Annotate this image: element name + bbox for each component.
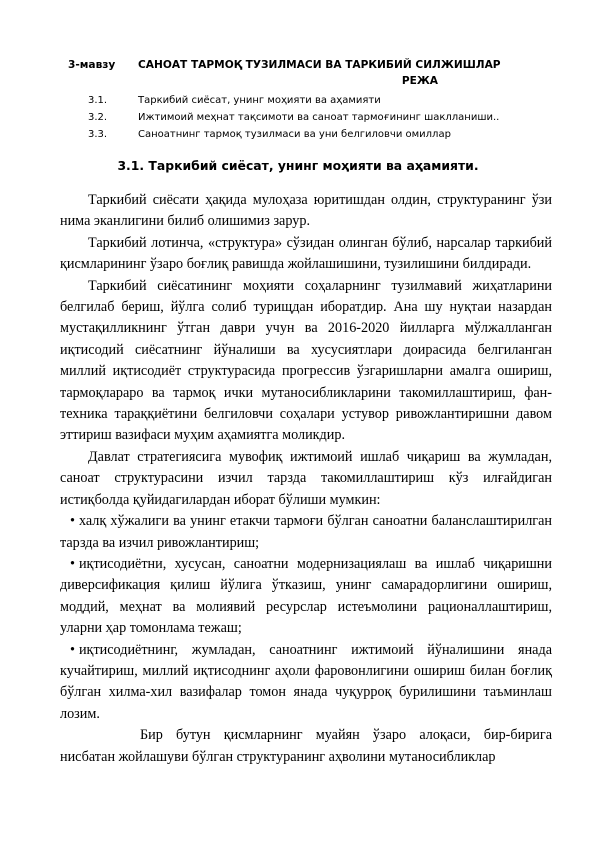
paragraph: Таркибий сиёсати ҳақида мулоҳаза юритишдан олдин, структуранинг ўзи нима эканлигини билиб олишимиз зарур. [60, 192, 552, 230]
bullet-text: иқтисодиётни, хусусан, саноатни модернизациялаш ва ишлаб чиқаришни диверсификация қилиш йўлига ўтказиш, унинг самарадорлигини ошириш, моддий, меҳнат ва молиявий ресурслар истеъмолини рационаллаштириш, уларни ҳар томонлама тежаш; [60, 555, 552, 637]
outline-item [88, 92, 548, 109]
section-heading: 3.1. Таркибий сиёсат, унинг моҳияти ва аҳамияти. [117, 158, 479, 173]
bullet-icon: • [70, 555, 75, 572]
outline-item [88, 126, 548, 143]
topic-label: 3-мавзу [68, 59, 116, 71]
outline-number: 3.1. [88, 95, 108, 106]
bullet-text: халқ хўжалиги ва унинг етакчи тармоғи бўлган саноатни баланслаштирилган тарзда ва изчил ривожлантириш; [60, 513, 552, 551]
outline-item [88, 109, 548, 126]
paragraph: Таркибий сиёсатининг моҳияти соҳаларнинг тузилмавий жиҳатларини белгилаб бериш, йўлга солиб турищдан иборатдир. Ана шу нуқтаи назардан мустақилликнинг ўтган даври учун ва 2016-2020 йилларга мўлжалланган иқтисодий сиёсатнинг йўналиши ва хусусиятлари доирасида белгиланган миллий иқтисодиёт структурасида прогрессив ўзгаришларни амалга ошириш, тармоқлараро ва тармоқ ички мутаносибликларини такомиллаштириш, фан-техника тараққиётини белгиловчи соҳалари устувор ривожлантиришни давом эттириш вазифаси муҳим аҳамиятга моликдир. [60, 277, 552, 444]
bullet-item [60, 511, 552, 554]
outline-text: Ижтимоий меҳнат тақсимоти ва саноат тармоғининг шаклланиши.. [138, 112, 500, 123]
bullet-icon: • [70, 641, 75, 658]
bullet-item [60, 640, 552, 726]
plan-heading: РЕЖА [401, 75, 438, 87]
outline-number: 3.3. [88, 129, 108, 140]
outline-text: Саноатнинг тармоқ тузилмаси ва уни белгиловчи омиллар [138, 129, 451, 140]
outline-text: Таркибий сиёсат, унинг моҳияти ва аҳамияти [138, 95, 381, 106]
paragraph: Давлат стратегиясига мувофиқ ижтимоий ишлаб чиқариш ва жумладан, саноат структурасини изчил тарзда такомиллаштириш кўз илғайдиган истиқболда қуйидагилардан иборат бўлиши мумкин: [60, 448, 552, 508]
topic-title: САНОАТ ТАРМОҚ ТУЗИЛМАСИ ВА ТАРКИБИЙ СИЛЖИШЛАР [138, 59, 501, 71]
bullet-item [60, 554, 552, 640]
outline-number: 3.2. [88, 112, 108, 123]
bullet-icon: • [70, 513, 75, 530]
paragraph: Таркибий лотинча, «структура» сўзидан олинган бўлиб, нарсалар таркибий қисмларининг ўзаро боғлиқ равишда жойлашишини, тузилишини билдиради. [60, 234, 552, 273]
paragraph: Бир бутун қисмларнинг муайян ўзаро алоқаси, бир-бирига нисбатан жойлашуви бўлган структуранинг аҳволини мутаносибликлар [60, 727, 552, 765]
bullet-text: иқтисодиётнинг, жумладан, саноатнинг ижтимоий йўналишини янада кучайтириш, миллий иқтисоднинг аҳоли фаровонлигини ошириш билан боғлиқ бўлган хилма-хил вазифалар томон янада чуқурроқ бурилишини таъминлаш лозим. [60, 641, 552, 722]
plan-outline [88, 92, 548, 143]
body-text [60, 190, 552, 768]
